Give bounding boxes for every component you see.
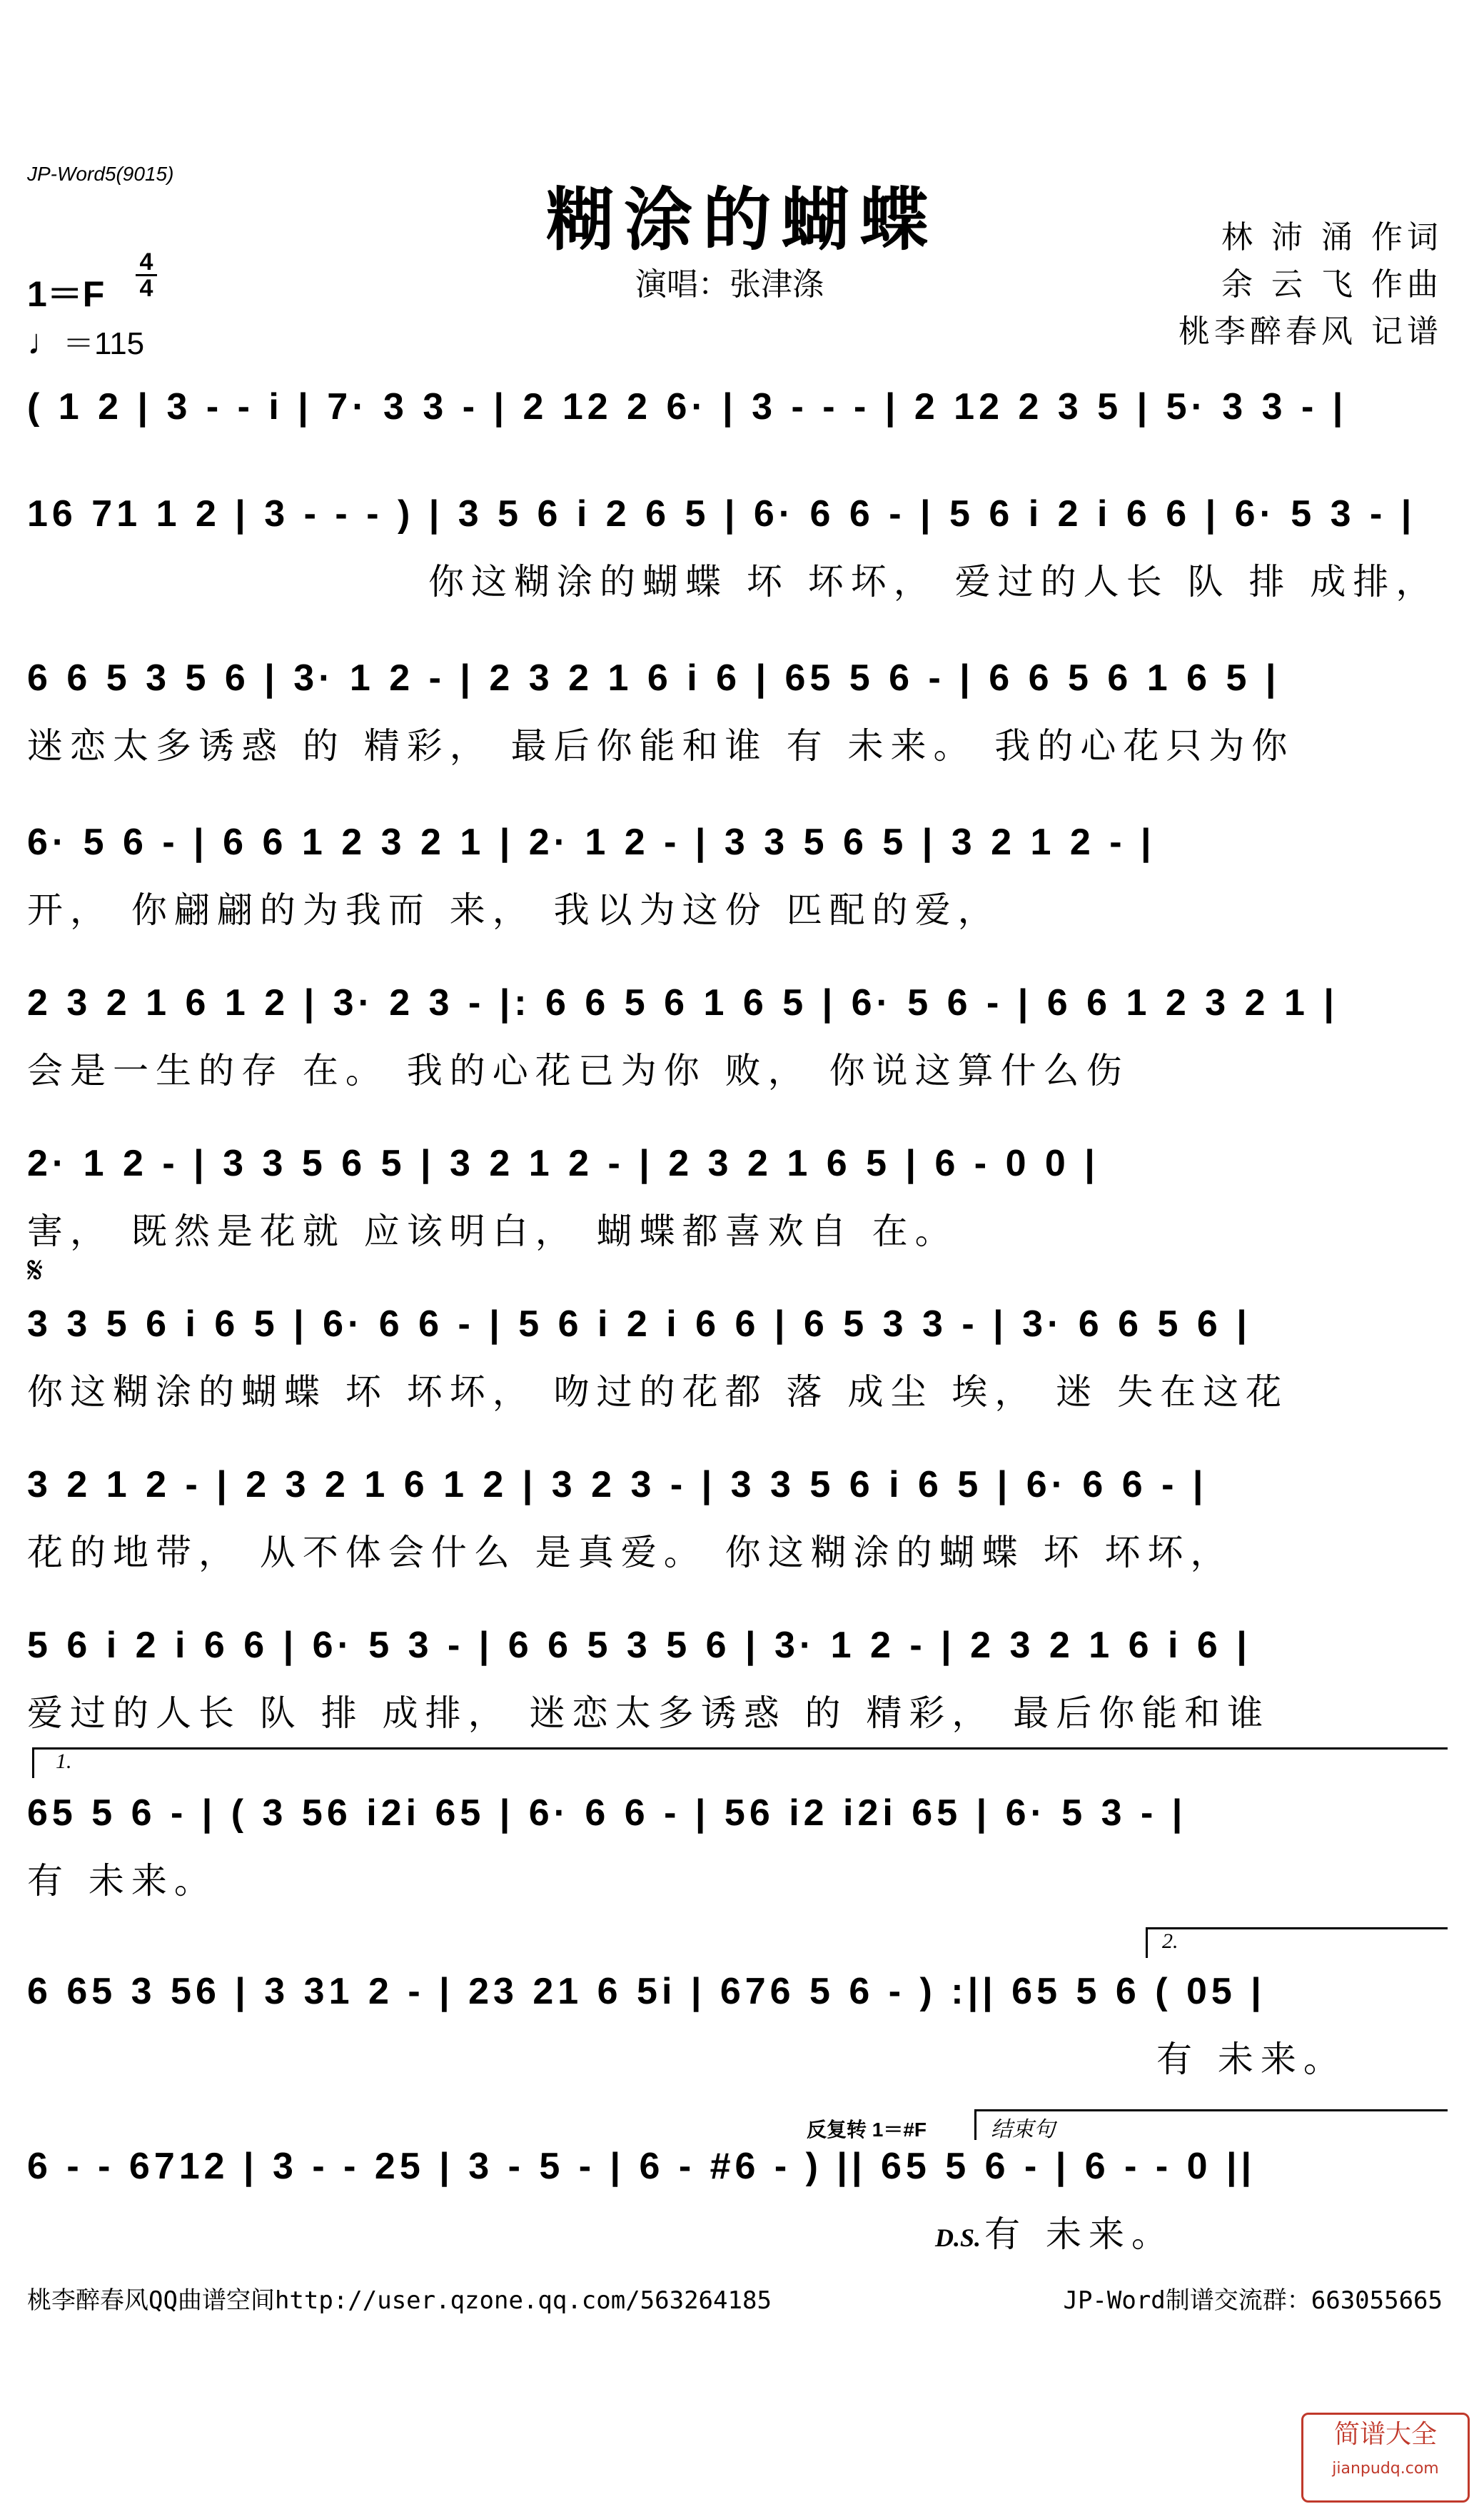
volta-1-label: 1.: [56, 1750, 72, 1773]
volta-2-label: 2.: [1162, 1929, 1178, 1953]
volta-2-bracket: [1146, 1927, 1448, 1958]
quarter-note-icon: ♩: [27, 322, 63, 362]
lyric-line-7: 你这糊涂的蝴蝶 坏 坏坏， 吻过的花都 落 成尘 埃， 迷 失在这花: [27, 1371, 1289, 1413]
lyric-line-4: 开， 你翩翩的为我而 来， 我以为这份 匹配的爱，: [27, 889, 1001, 931]
volta-1-bracket: [32, 1747, 1448, 1778]
notation-line-9: 5 6 i 2 i 6 6 | 6· 5 3 - | 6 6 5 3 5 6 | 3· 1 2 - | 2 3 2 1 6 i 6 |: [27, 1625, 1251, 1666]
segno-icon: 𝄋: [27, 1249, 44, 1292]
lyric-line-11: 有 未来。: [1156, 2039, 1346, 2080]
notation-line-11: 6 65 3 56 | 3 31 2 - | 23 21 6 5i | 676 5 6 - ) :|| 65 5 6 ( 05 |: [27, 1971, 1266, 2012]
ds-mark: D.S.: [935, 2223, 981, 2252]
lyric-line-12-text: 有 未来。: [984, 2213, 1175, 2255]
software-label: JP-Word5(9015): [27, 163, 174, 185]
coda-label: 结束句: [991, 2118, 1055, 2141]
song-title: 糊涂的蝴蝶: [545, 180, 939, 260]
lyric-line-5: 会是一生的存 在。 我的心花已为你 败， 你说这算什么伤: [27, 1050, 1129, 1091]
lyric-line-3: 迷恋太多诱惑 的 精彩， 最后你能和谁 有 未来。 我的心花只为你: [27, 725, 1295, 767]
transcriber-credit: 桃李醉春风 记谱: [1178, 313, 1443, 350]
notation-line-3: 6 6 5 3 5 6 | 3· 1 2 - | 2 3 2 1 6 i 6 | 65 5 6 - | 6 6 5 6 1 6 5 |: [27, 657, 1281, 699]
modulation-mark: 反复转 1＝#F: [807, 2119, 927, 2141]
key-signature: 1＝F: [27, 274, 105, 314]
notation-line-5: 2 3 2 1 6 1 2 | 3· 2 3 - |: 6 6 5 6 1 6 5 | 6· 5 6 - | 6 6 1 2 3 2 1 |: [27, 982, 1338, 1024]
time-signature: [136, 250, 157, 301]
notation-line-7: 3 3 5 6 i 6 5 | 6· 6 6 - | 5 6 i 2 i 6 6 | 6 5 3 3 - | 3· 6 6 5 6 |: [27, 1303, 1251, 1345]
notation-line-1: ( 1 2 | 3 - - i | 7· 3 3 - | 2 12 2 6· | 3 - - - | 2 12 2 3 5 | 5· 3 3 - |: [27, 386, 1348, 428]
watermark-name: 简谱大全: [1333, 2420, 1437, 2449]
time-signature-top: 4: [139, 248, 153, 276]
footer-source: 桃李醉春风QQ曲谱空间http://user.qzone.qq.com/563264185: [27, 2286, 772, 2315]
lyric-line-12: [935, 2206, 1174, 2257]
footer-group: JP-Word制谱交流群：663055665: [1063, 2286, 1443, 2315]
watermark-logo: [1301, 2413, 1470, 2503]
lyric-line-10: 有 未来。: [27, 1860, 217, 1902]
lyric-line-8: 花的地带， 从不体会什么 是真爱。 你这糊涂的蝴蝶 坏 坏坏，: [27, 1532, 1233, 1573]
lyricist-credit: 林 沛 涌 作词: [1221, 219, 1443, 256]
lyric-line-6: 害， 既然是花就 应该明白， 蝴蝶都喜欢自 在。: [27, 1211, 958, 1252]
lyric-line-2: 你这糊涂的蝴蝶 坏 坏坏， 爱过的人长 队 排 成排，: [428, 561, 1439, 602]
notation-line-8: 3 2 1 2 - | 2 3 2 1 6 1 2 | 3 2 3 - | 3 3 5 6 i 6 5 | 6· 6 6 - |: [27, 1464, 1208, 1505]
time-signature-bottom: 4: [139, 275, 153, 302]
notation-line-4: 6· 5 6 - | 6 6 1 2 3 2 1 | 2· 1 2 - | 3 3 5 6 5 | 3 2 1 2 - |: [27, 822, 1156, 863]
performer: 演唱：张津涤: [635, 266, 824, 303]
lyric-line-9: 爱过的人长 队 排 成排， 迷恋太多诱惑 的 精彩， 最后你能和谁: [27, 1692, 1271, 1734]
composer-credit: 余 云 飞 作曲: [1221, 266, 1443, 303]
coda-bracket: [974, 2109, 1448, 2140]
notation-line-6: 2· 1 2 - | 3 3 5 6 5 | 3 2 1 2 - | 2 3 2 1 6 5 | 6 - 0 0 |: [27, 1143, 1099, 1184]
tempo-value: ＝115: [63, 326, 145, 361]
tempo-marking: [27, 318, 144, 363]
watermark-url: jianpudq.com: [1332, 2460, 1439, 2478]
notation-line-12: 6 - - 6712 | 3 - - 25 | 3 - 5 - | 6 - #6 - ) || 65 5 6 - | 6 - - 0 ||: [27, 2146, 1256, 2187]
notation-line-10: 65 5 6 - | ( 3 56 i2i 65 | 6· 6 6 - | 56 i2 i2i 65 | 6· 5 3 - |: [27, 1792, 1187, 1834]
notation-line-2: 16 71 1 2 | 3 - - - ) | 3 5 6 i 2 6 5 | 6· 6 6 - | 5 6 i 2 i 6 6 | 6· 5 3 - |: [27, 493, 1416, 535]
